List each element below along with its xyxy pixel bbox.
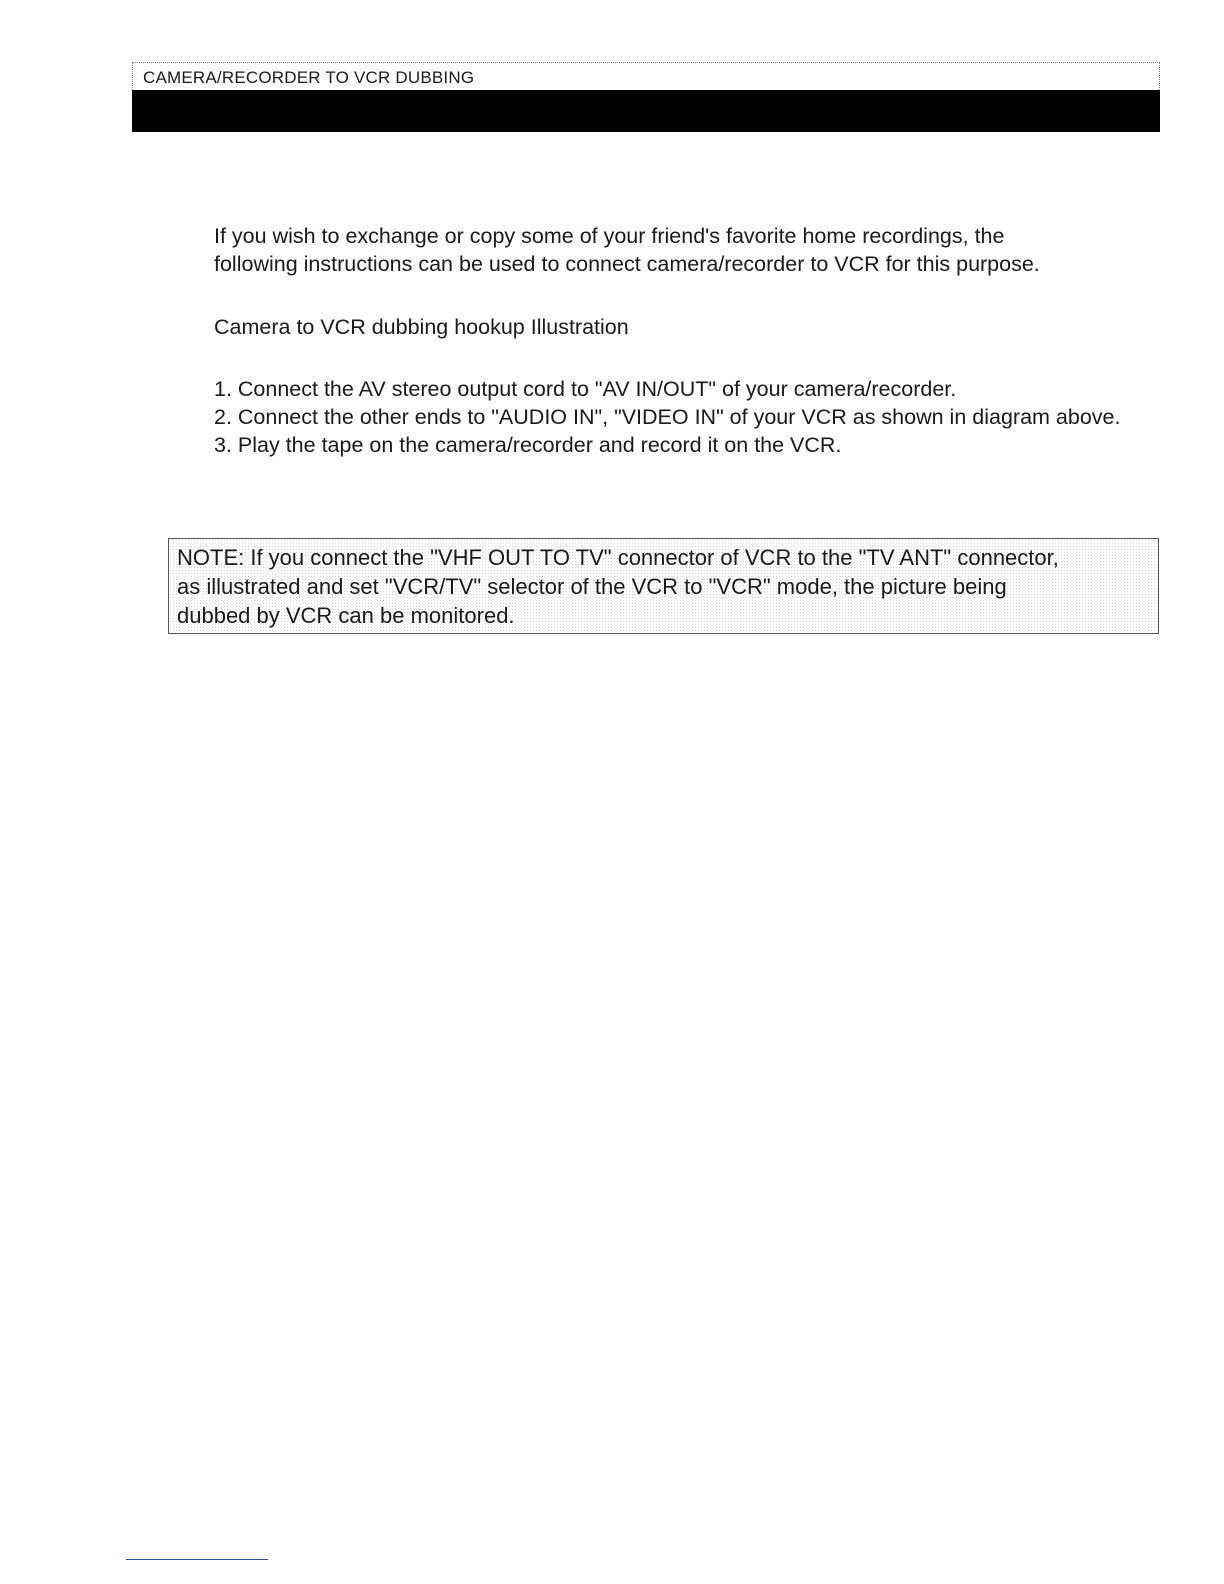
header-title-row bbox=[132, 62, 1160, 90]
section-title: CAMERA/RECORDER TO VCR DUBBING bbox=[143, 68, 475, 87]
note-text bbox=[177, 543, 1152, 630]
note-line: NOTE: If you connect the "VHF OUT TO TV" connector of VCR to the "TV ANT" connector, bbox=[177, 545, 1059, 570]
note-line: as illustrated and set "VCR/TV" selector of the VCR to "VCR" mode, the picture being bbox=[177, 574, 1007, 599]
footer-rule bbox=[126, 1559, 268, 1560]
intro-line: If you wish to exchange or copy some of your friend's favorite home recordings, the bbox=[214, 224, 1005, 248]
intro-line: following instructions can be used to connect camera/recorder to VCR for this purpose. bbox=[214, 252, 1040, 276]
note-box bbox=[168, 538, 1159, 634]
step-item: 3. Play the tape on the camera/recorder and record it on the VCR. bbox=[214, 433, 842, 457]
step-item: 2. Connect the other ends to "AUDIO IN", "VIDEO IN" of your VCR as shown in diagram above. bbox=[214, 405, 1121, 429]
step-item: 1. Connect the AV stereo output cord to "AV IN/OUT" of your camera/recorder. bbox=[214, 377, 957, 401]
steps-list bbox=[214, 375, 1159, 459]
header-black-bar bbox=[132, 90, 1160, 132]
note-line: dubbed by VCR can be monitored. bbox=[177, 603, 515, 628]
illustration-caption: Camera to VCR dubbing hookup Illustration bbox=[214, 315, 629, 339]
intro-paragraph bbox=[214, 222, 1154, 278]
section-header bbox=[132, 62, 1160, 132]
